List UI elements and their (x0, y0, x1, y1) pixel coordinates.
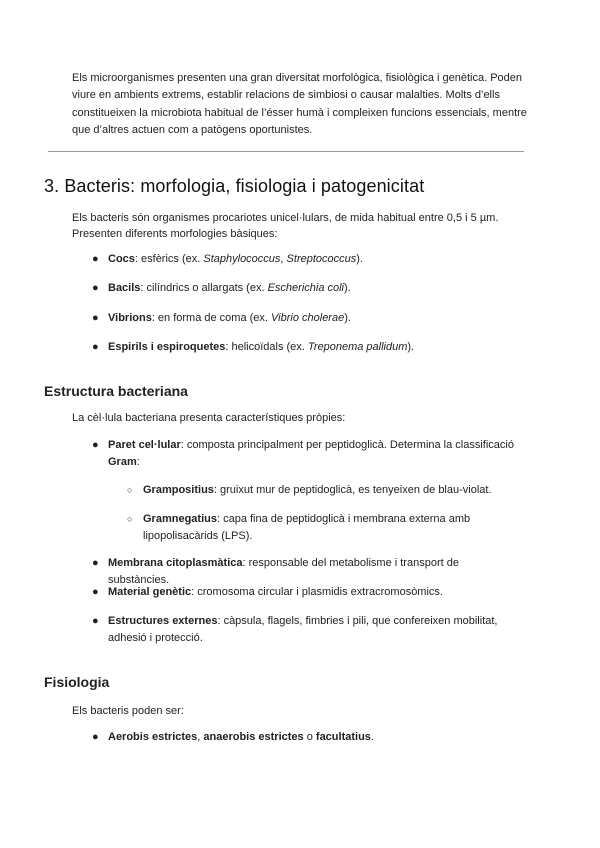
bullet-icon: ● (92, 253, 99, 265)
bullet-icon: ● (92, 312, 99, 324)
bullet-icon: ● (92, 731, 99, 743)
description: : càpsula, flagels, fimbries i pili, que confereixen mobilitat, adhesió i protecció. (108, 615, 498, 644)
term: facultatius (315, 731, 371, 743)
structure-intro-paragraph: La cèl·lula bacteriana presenta característiques pròpies: (72, 412, 346, 424)
list-item-vibrions (92, 310, 522, 327)
hollow-bullet-icon: ○ (127, 514, 133, 524)
term: Grampositius (143, 484, 214, 496)
list-item-material-genetic (92, 584, 522, 601)
term: Material genètic (108, 586, 192, 598)
punctuation: : (136, 455, 140, 468)
bullet-icon: ● (92, 557, 99, 569)
term: Espirils i espiroquetes (108, 341, 226, 353)
term: Gramnegatius (143, 513, 217, 525)
punctuation: ). (356, 253, 363, 265)
term: Membrana citoplasmàtica (108, 557, 243, 569)
separator: , (280, 253, 287, 265)
structure-heading: Estructura bacteriana (44, 383, 188, 399)
bacteria-intro-paragraph: Els bacteris són organismes procariotes unicel·lulars, de mida habitual entre 0,5 i 5 µm. Presenten diferents morfologies bàsiques: (72, 212, 499, 241)
intro-paragraph: Els microorganismes presenten una gran diversitat morfològica, fisiològica i genètica. Poden viure en ambients extrems, establir relacions de simbiosi o causar malalties. Molts d’ells constitueixen la microbiota habitual de l’ésser humà i compleixen funcions essencials, mentre que d’altres actuen com a patògens oportunistes. (72, 72, 527, 136)
example: Treponema pallidum (307, 341, 408, 353)
bullet-icon: ● (92, 439, 99, 451)
sublist-item-gramnegatius (127, 511, 507, 544)
separator: , (197, 731, 204, 743)
description: : cromosoma circular i plasmidis extracromosòmics. (191, 586, 443, 598)
horizontal-rule (48, 151, 524, 152)
sublist-item-grampositius (127, 482, 507, 499)
term: anaerobis estrictes (203, 731, 304, 743)
description: : gruixut mur de peptidoglicà, es tenyeixen de blau-violat. (213, 484, 492, 496)
physiology-intro-paragraph: Els bacteris poden ser: (72, 705, 184, 717)
list-item-estructures-externes (92, 613, 522, 646)
term: Paret cel·lular (108, 439, 181, 451)
example: Escherichia coli (267, 282, 344, 294)
bullet-icon: ● (92, 282, 99, 294)
bullet-icon: ● (92, 586, 99, 598)
list-item-bacils (92, 280, 522, 297)
term: Gram (108, 455, 137, 468)
description: : esfèrics (ex. (134, 253, 204, 265)
term: Bacils (108, 282, 141, 294)
separator: o (303, 731, 316, 743)
punctuation: ). (344, 282, 351, 294)
term: Estructures externes (108, 615, 218, 627)
list-item-paret (92, 437, 522, 470)
punctuation: ). (344, 312, 351, 324)
list-item-espirils (92, 339, 522, 356)
example: Staphylococcus (203, 253, 281, 265)
punctuation: . (370, 731, 374, 743)
term: Aerobis estrictes (108, 731, 198, 743)
section-heading: 3. Bacteris: morfologia, fisiologia i patogenicitat (44, 176, 425, 196)
bullet-icon: ● (92, 341, 99, 353)
description: : en forma de coma (ex. (151, 312, 272, 324)
list-item-aerobis (92, 729, 522, 746)
term: Vibrions (108, 312, 152, 324)
physiology-heading: Fisiologia (44, 674, 110, 690)
description: : composta principalment per peptidoglicà. Determina la classificació (180, 439, 514, 451)
description: : capa fina de peptidoglicà i membrana externa amb lipopolisacàrids (LPS). (143, 513, 471, 542)
punctuation: ). (407, 341, 415, 353)
description: : helicoïdals (ex. (225, 341, 308, 353)
example: Streptococcus (286, 253, 357, 265)
description: : cilíndrics o allargats (ex. (140, 282, 268, 294)
list-item-cocs (92, 251, 522, 268)
hollow-bullet-icon: ○ (127, 485, 133, 495)
description: : responsable del metabolisme i transport de substàncies. (108, 557, 459, 586)
term: Cocs (108, 253, 135, 265)
bullet-icon: ● (92, 615, 99, 627)
example: Vibrio cholerae (271, 312, 345, 324)
